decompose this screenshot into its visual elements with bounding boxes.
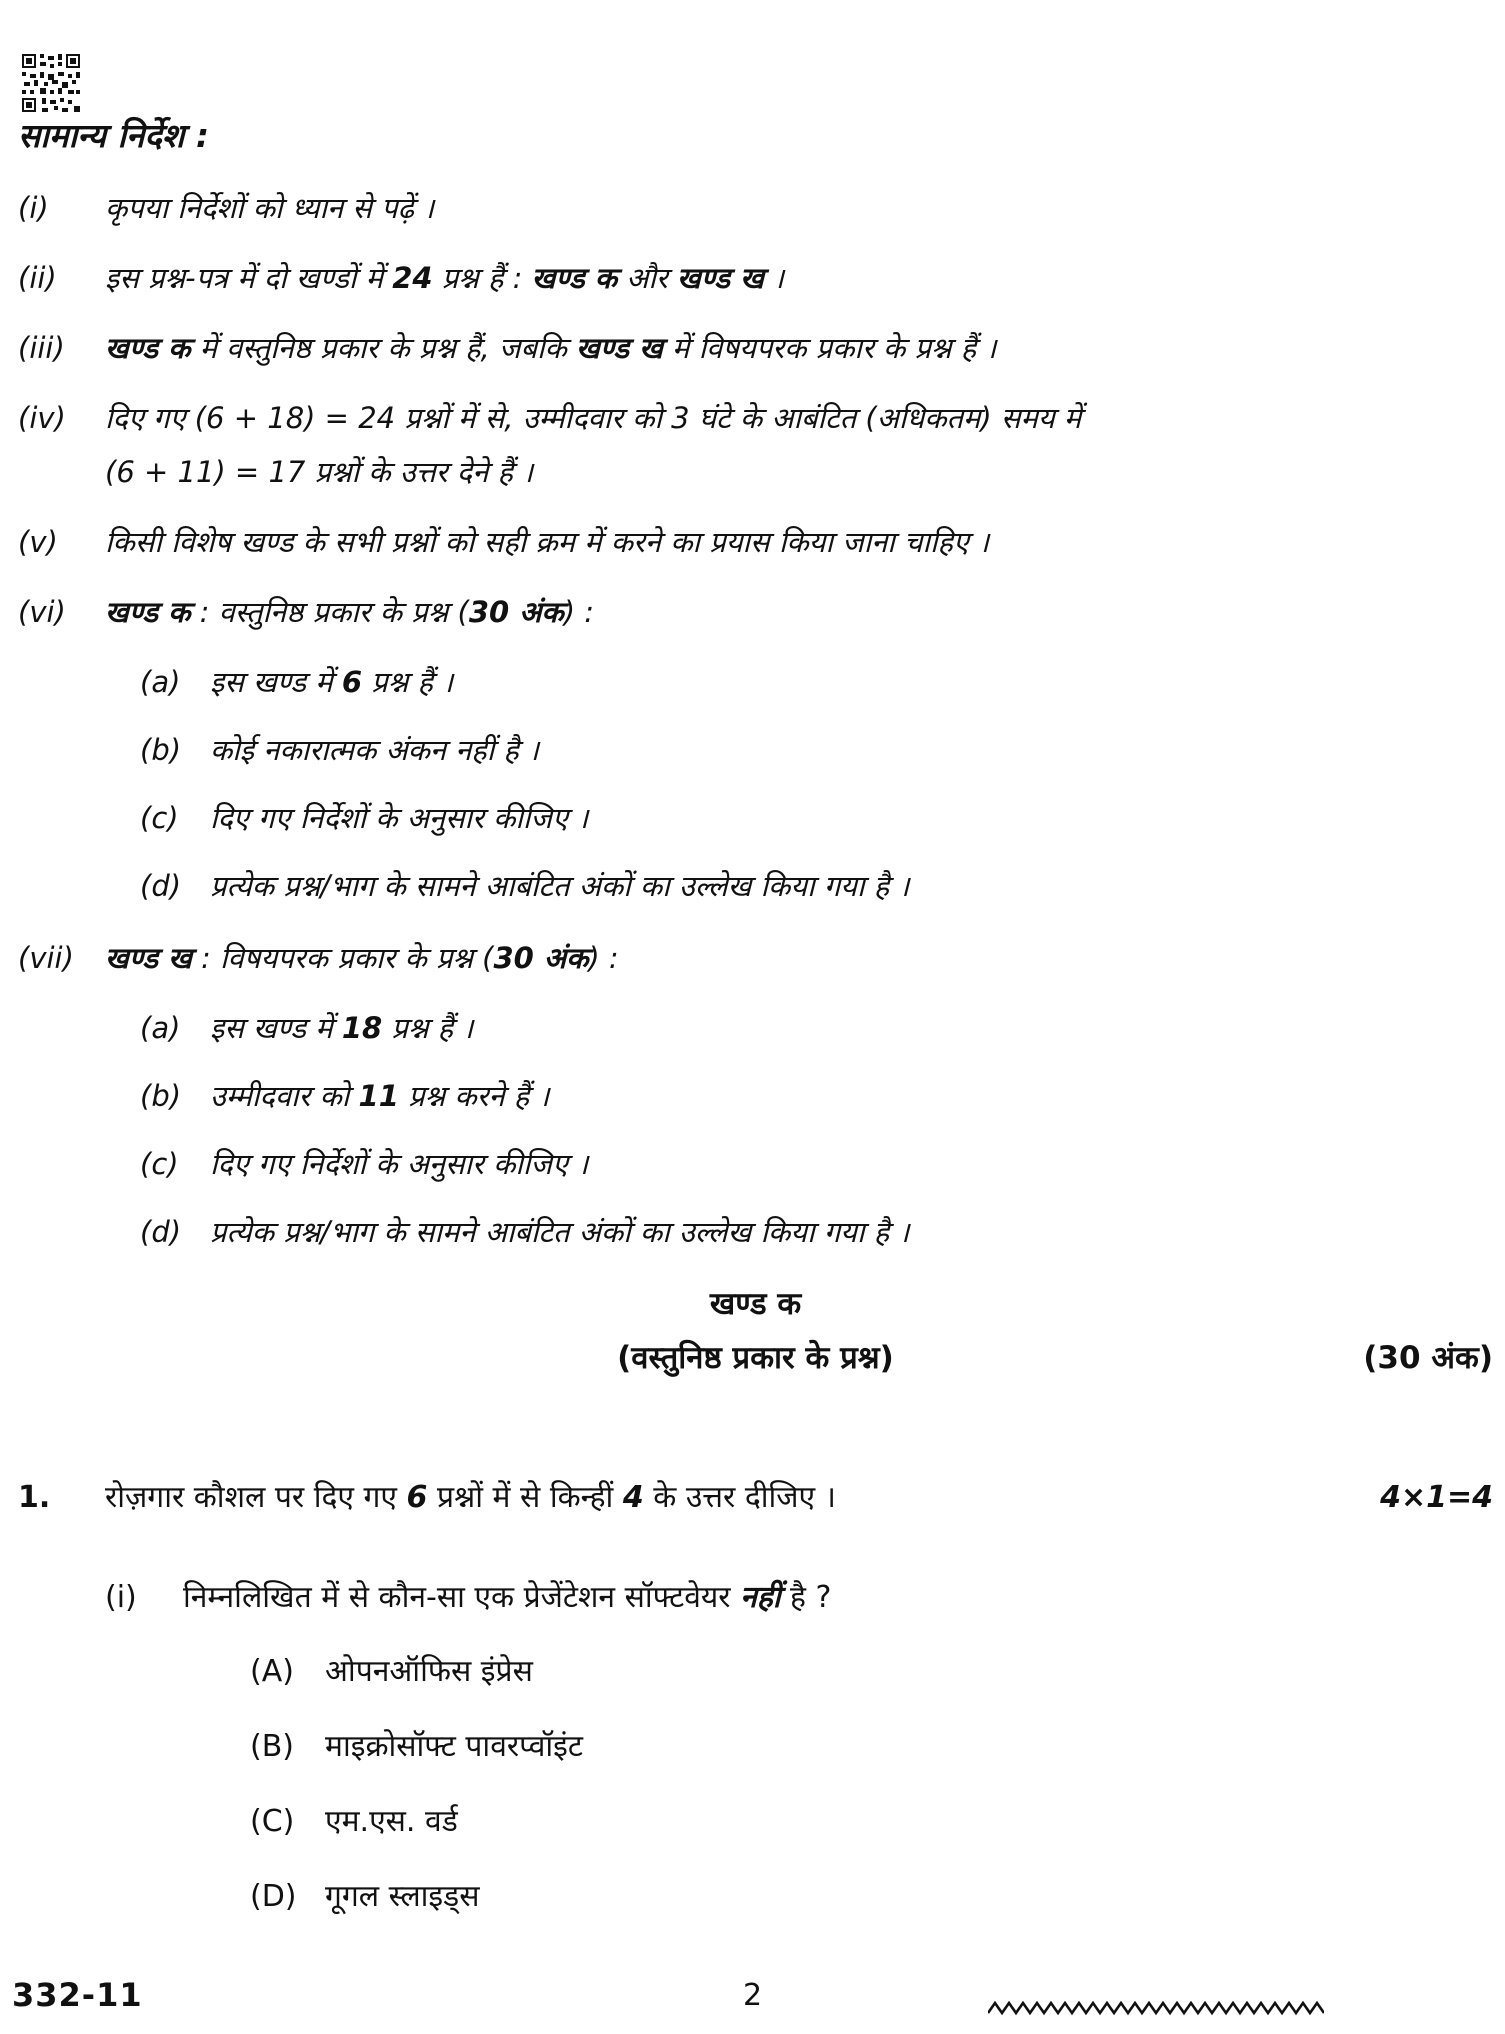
instruction-subitem-b — [140, 1076, 1493, 1116]
subitem-number: (a) — [140, 665, 181, 699]
text-segment: निम्नलिखित में से कौन-सा एक प्रेजेंटेशन सॉफ्टवेयर — [183, 1580, 741, 1615]
subitem-number: (b) — [140, 733, 182, 767]
subitem-text — [210, 730, 1493, 770]
text-segment: के उत्तर दीजिए । — [643, 1480, 837, 1515]
instruction-sublist — [140, 662, 1493, 906]
instruction-item-iii — [18, 328, 1493, 368]
text-segment: कोई नकारात्मक अंकन नहीं है । — [210, 733, 540, 767]
subitem-number: (c) — [140, 801, 179, 835]
text-segment: में वस्तुनिष्ठ प्रकार के प्रश्न हैं, जबकि — [190, 331, 576, 365]
text-segment: उम्मीदवार को — [210, 1079, 359, 1113]
subitem-number: (a) — [140, 1011, 181, 1045]
page-number: 2 — [742, 1978, 763, 2013]
text-segment: खण्ड क — [105, 595, 191, 629]
instruction-subitem-d — [140, 866, 1493, 906]
instruction-number: (iv) — [18, 401, 66, 435]
option-text: गूगल स्लाइड्स — [325, 1879, 480, 1914]
option-C — [250, 1802, 1493, 1842]
subitem-text — [210, 1212, 1493, 1252]
text-segment: प्रश्न हैं । — [382, 1011, 474, 1045]
text-segment: दिए गए निर्देशों के अनुसार कीजिए । — [210, 1147, 589, 1181]
instruction-number: (vi) — [18, 595, 66, 629]
text-segment: 30 अंक — [468, 595, 564, 629]
question-1-options — [250, 1652, 1493, 1917]
general-instructions-list — [18, 188, 1493, 1252]
paper-code: 332-11 — [12, 1976, 143, 2014]
text-segment: (6 + 11) = 17 प्रश्नों के उत्तर देने हैं । — [105, 455, 534, 489]
text-segment: प्रश्न हैं । — [362, 665, 454, 699]
text-segment: खण्ड क — [105, 331, 191, 365]
qr-code-icon — [22, 54, 80, 112]
section-marks: (30 अंक) — [1363, 1340, 1493, 1376]
instruction-text — [105, 328, 1493, 368]
section-title: खण्ड क — [709, 1286, 802, 1322]
option-label: (A) — [250, 1654, 294, 1689]
option-text: एम.एस. वर्ड — [325, 1804, 458, 1839]
section-a-header — [18, 1284, 1493, 1378]
subitem-text — [210, 1144, 1493, 1184]
subquestion-number: (i) — [105, 1580, 137, 1615]
subitem-text — [210, 866, 1493, 906]
subitem-text — [210, 798, 1493, 838]
subitem-text — [210, 662, 1493, 702]
text-segment: इस खण्ड में — [210, 1011, 342, 1045]
text-segment: नहीं — [740, 1580, 781, 1615]
option-D — [250, 1877, 1493, 1917]
text-segment: दिए गए (6 + 18) = 24 प्रश्नों में से, उम्मीदवार को 3 घंटे के आबंटित (अधिकतम) समय में — [105, 401, 1082, 435]
instruction-number: (vii) — [18, 941, 74, 975]
text-segment: कृपया निर्देशों को ध्यान से पढ़ें । — [105, 191, 435, 225]
text-segment: दिए गए निर्देशों के अनुसार कीजिए । — [210, 801, 589, 835]
instruction-item-vi — [18, 592, 1493, 632]
instruction-number: (ii) — [18, 261, 57, 295]
instruction-text — [105, 938, 1493, 978]
instruction-text — [105, 398, 1493, 492]
subitem-text — [210, 1008, 1493, 1048]
instruction-item-i — [18, 188, 1493, 228]
instruction-text — [105, 592, 1493, 632]
text-segment: 11 — [358, 1079, 399, 1113]
subitem-number: (d) — [140, 869, 182, 903]
instruction-item-vii — [18, 938, 1493, 978]
instruction-item-iv — [18, 398, 1493, 492]
text-segment: और — [617, 261, 677, 295]
text-segment: रोज़गार कौशल पर दिए गए — [105, 1480, 407, 1515]
text-segment: प्रश्न करने हैं । — [398, 1079, 550, 1113]
text-segment: प्रश्न हैं : — [432, 261, 532, 295]
instruction-text — [105, 522, 1493, 562]
text-segment: ) : — [588, 941, 619, 975]
text-segment: प्रत्येक प्रश्न/भाग के सामने आबंटित अंकों का उल्लेख किया गया है । — [210, 1215, 910, 1249]
instruction-subitem-a — [140, 1008, 1493, 1048]
option-A — [250, 1652, 1493, 1692]
text-segment: खण्ड ख — [105, 941, 192, 975]
text-segment: 24 — [392, 261, 433, 295]
question-1-marks: 4×1=4 — [1380, 1480, 1493, 1515]
text-segment: खण्ड ख — [676, 261, 764, 295]
text-segment: प्रत्येक प्रश्न/भाग के सामने आबंटित अंकों का उल्लेख किया गया है । — [210, 869, 910, 903]
question-1 — [18, 1478, 1493, 1518]
question-1-text — [105, 1478, 986, 1518]
instruction-subitem-d — [140, 1212, 1493, 1252]
instruction-subitem-b — [140, 730, 1493, 770]
instruction-subitem-a — [140, 662, 1493, 702]
text-segment: 6 — [341, 665, 363, 699]
subitem-text — [210, 1076, 1493, 1116]
instruction-text — [105, 258, 1493, 298]
text-segment: में विषयपरक प्रकार के प्रश्न हैं । — [662, 331, 997, 365]
subitem-number: (c) — [140, 1147, 179, 1181]
subitem-number: (b) — [140, 1079, 182, 1113]
text-segment: प्रश्नों में से किन्हीं — [427, 1480, 623, 1515]
question-1-subquestion-i — [105, 1578, 1493, 1618]
text-segment: : विषयपरक प्रकार के प्रश्न ( — [191, 941, 494, 975]
text-segment: 30 अंक — [493, 941, 589, 975]
instruction-subitem-c — [140, 1144, 1493, 1184]
page-content — [18, 114, 1493, 1952]
instruction-number: (v) — [18, 525, 58, 559]
instruction-sublist — [140, 1008, 1493, 1252]
text-segment: 6 — [406, 1480, 428, 1515]
text-segment: खण्ड ख — [576, 331, 663, 365]
subitem-number: (d) — [140, 1215, 182, 1249]
text-segment: है ? — [780, 1580, 832, 1615]
instruction-item-ii — [18, 258, 1493, 298]
option-text: माइक्रोसॉफ्ट पावरप्वॉइंट — [325, 1729, 583, 1764]
option-B — [250, 1727, 1493, 1767]
instruction-text — [105, 188, 1493, 228]
text-segment: किसी विशेष खण्ड के सभी प्रश्नों को सही क्रम में करने का प्रयास किया जाना चाहिए । — [105, 525, 990, 559]
text-segment: खण्ड क — [531, 261, 618, 295]
text-segment: इस खण्ड में — [210, 665, 342, 699]
question-1-number: 1. — [18, 1480, 51, 1515]
option-label: (D) — [250, 1879, 297, 1914]
instruction-number: (i) — [18, 191, 49, 225]
option-label: (C) — [250, 1804, 295, 1839]
instruction-number: (iii) — [18, 331, 65, 365]
text-segment: : वस्तुनिष्ठ प्रकार के प्रश्न ( — [190, 595, 469, 629]
text-segment: । — [763, 261, 785, 295]
general-instructions-title: सामान्य निर्देश : — [18, 116, 210, 155]
squiggle-mark-icon — [988, 2000, 1324, 2022]
text-segment: ) : — [563, 595, 595, 629]
instruction-subitem-c — [140, 798, 1493, 838]
option-text: ओपनऑफिस इंप्रेस — [325, 1654, 533, 1689]
text-segment: 18 — [341, 1011, 383, 1045]
section-subtitle: (वस्तुनिष्ठ प्रकार के प्रश्न) — [617, 1340, 894, 1376]
text-segment: इस प्रश्न-पत्र में दो खण्डों में — [105, 261, 393, 295]
subquestion-text — [183, 1578, 831, 1618]
instruction-item-v — [18, 522, 1493, 562]
option-label: (B) — [250, 1729, 294, 1764]
text-segment: 4 — [622, 1480, 644, 1515]
